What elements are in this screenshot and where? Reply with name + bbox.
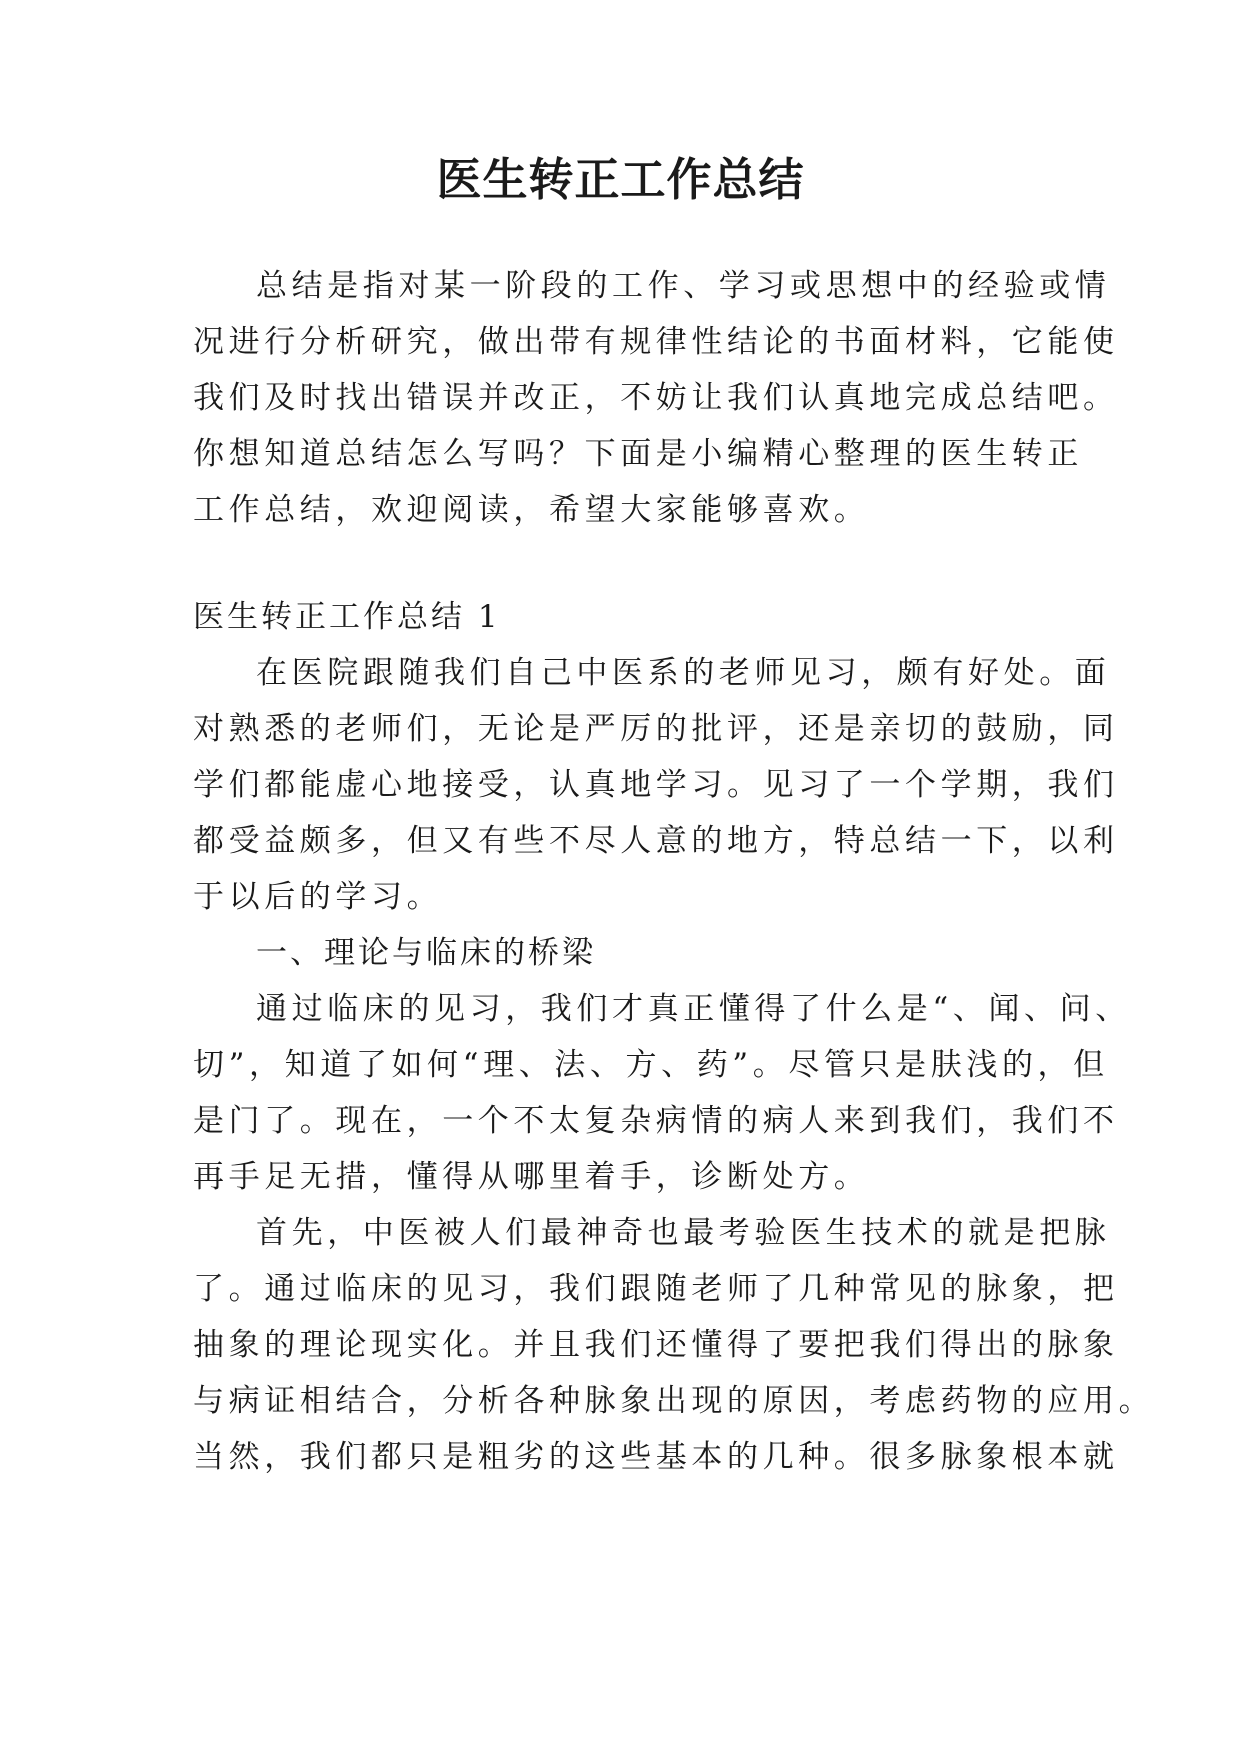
para3-line: 首先，中医被人们最神奇也最考验医生技术的就是把脉 [256, 1215, 1111, 1251]
para3-line: 抽象的理论现实化。并且我们还懂得了要把我们得出的脉象 [193, 1327, 1119, 1363]
para3-line: 了。通过临床的见习，我们跟随老师了几种常见的脉象，把 [193, 1271, 1119, 1307]
intro-line: 总结是指对某一阶段的工作、学习或思想中的经验或情 [256, 268, 1111, 304]
intro-line: 况进行分析研究，做出带有规律性结论的书面材料，它能使 [193, 324, 1119, 360]
subheading: 一、理论与临床的桥梁 [256, 935, 596, 971]
para1-line: 于以后的学习。 [193, 879, 443, 915]
para1-line: 在医院跟随我们自己中医系的老师见习，颇有好处。面 [256, 655, 1111, 691]
section-heading: 医生转正工作总结 1 [193, 599, 501, 635]
intro-line: 我们及时找出错误并改正，不妨让我们认真地完成总结吧。 [193, 380, 1119, 416]
para2-line: 通过临床的见习，我们才真正懂得了什么是“、闻、问、 [256, 991, 1131, 1027]
para2-line: 再手足无措，懂得从哪里着手，诊断处方。 [193, 1159, 870, 1195]
para3-line: 与病证相结合，分析各种脉象出现的原因，考虑药物的应用。 [193, 1383, 1155, 1419]
intro-line: 工作总结，欢迎阅读，希望大家能够喜欢。 [193, 492, 870, 528]
document-title: 医生转正工作总结 [436, 153, 805, 206]
para2-line: 是门了。现在，一个不太复杂病情的病人来到我们，我们不 [193, 1103, 1119, 1139]
para2-line: 切”，知道了如何“理、法、方、药”。尽管只是肤浅的，但 [193, 1047, 1109, 1083]
para1-line: 都受益颇多，但又有些不尽人意的地方，特总结一下，以利 [193, 823, 1119, 859]
intro-line: 你想知道总结怎么写吗？下面是小编精心整理的医生转正 [193, 436, 1083, 472]
para1-line: 对熟悉的老师们，无论是严厉的批评，还是亲切的鼓励，同 [193, 711, 1119, 747]
para3-line: 当然，我们都只是粗劣的这些基本的几种。很多脉象根本就 [193, 1439, 1119, 1475]
para1-line: 学们都能虚心地接受，认真地学习。见习了一个学期，我们 [193, 767, 1119, 803]
